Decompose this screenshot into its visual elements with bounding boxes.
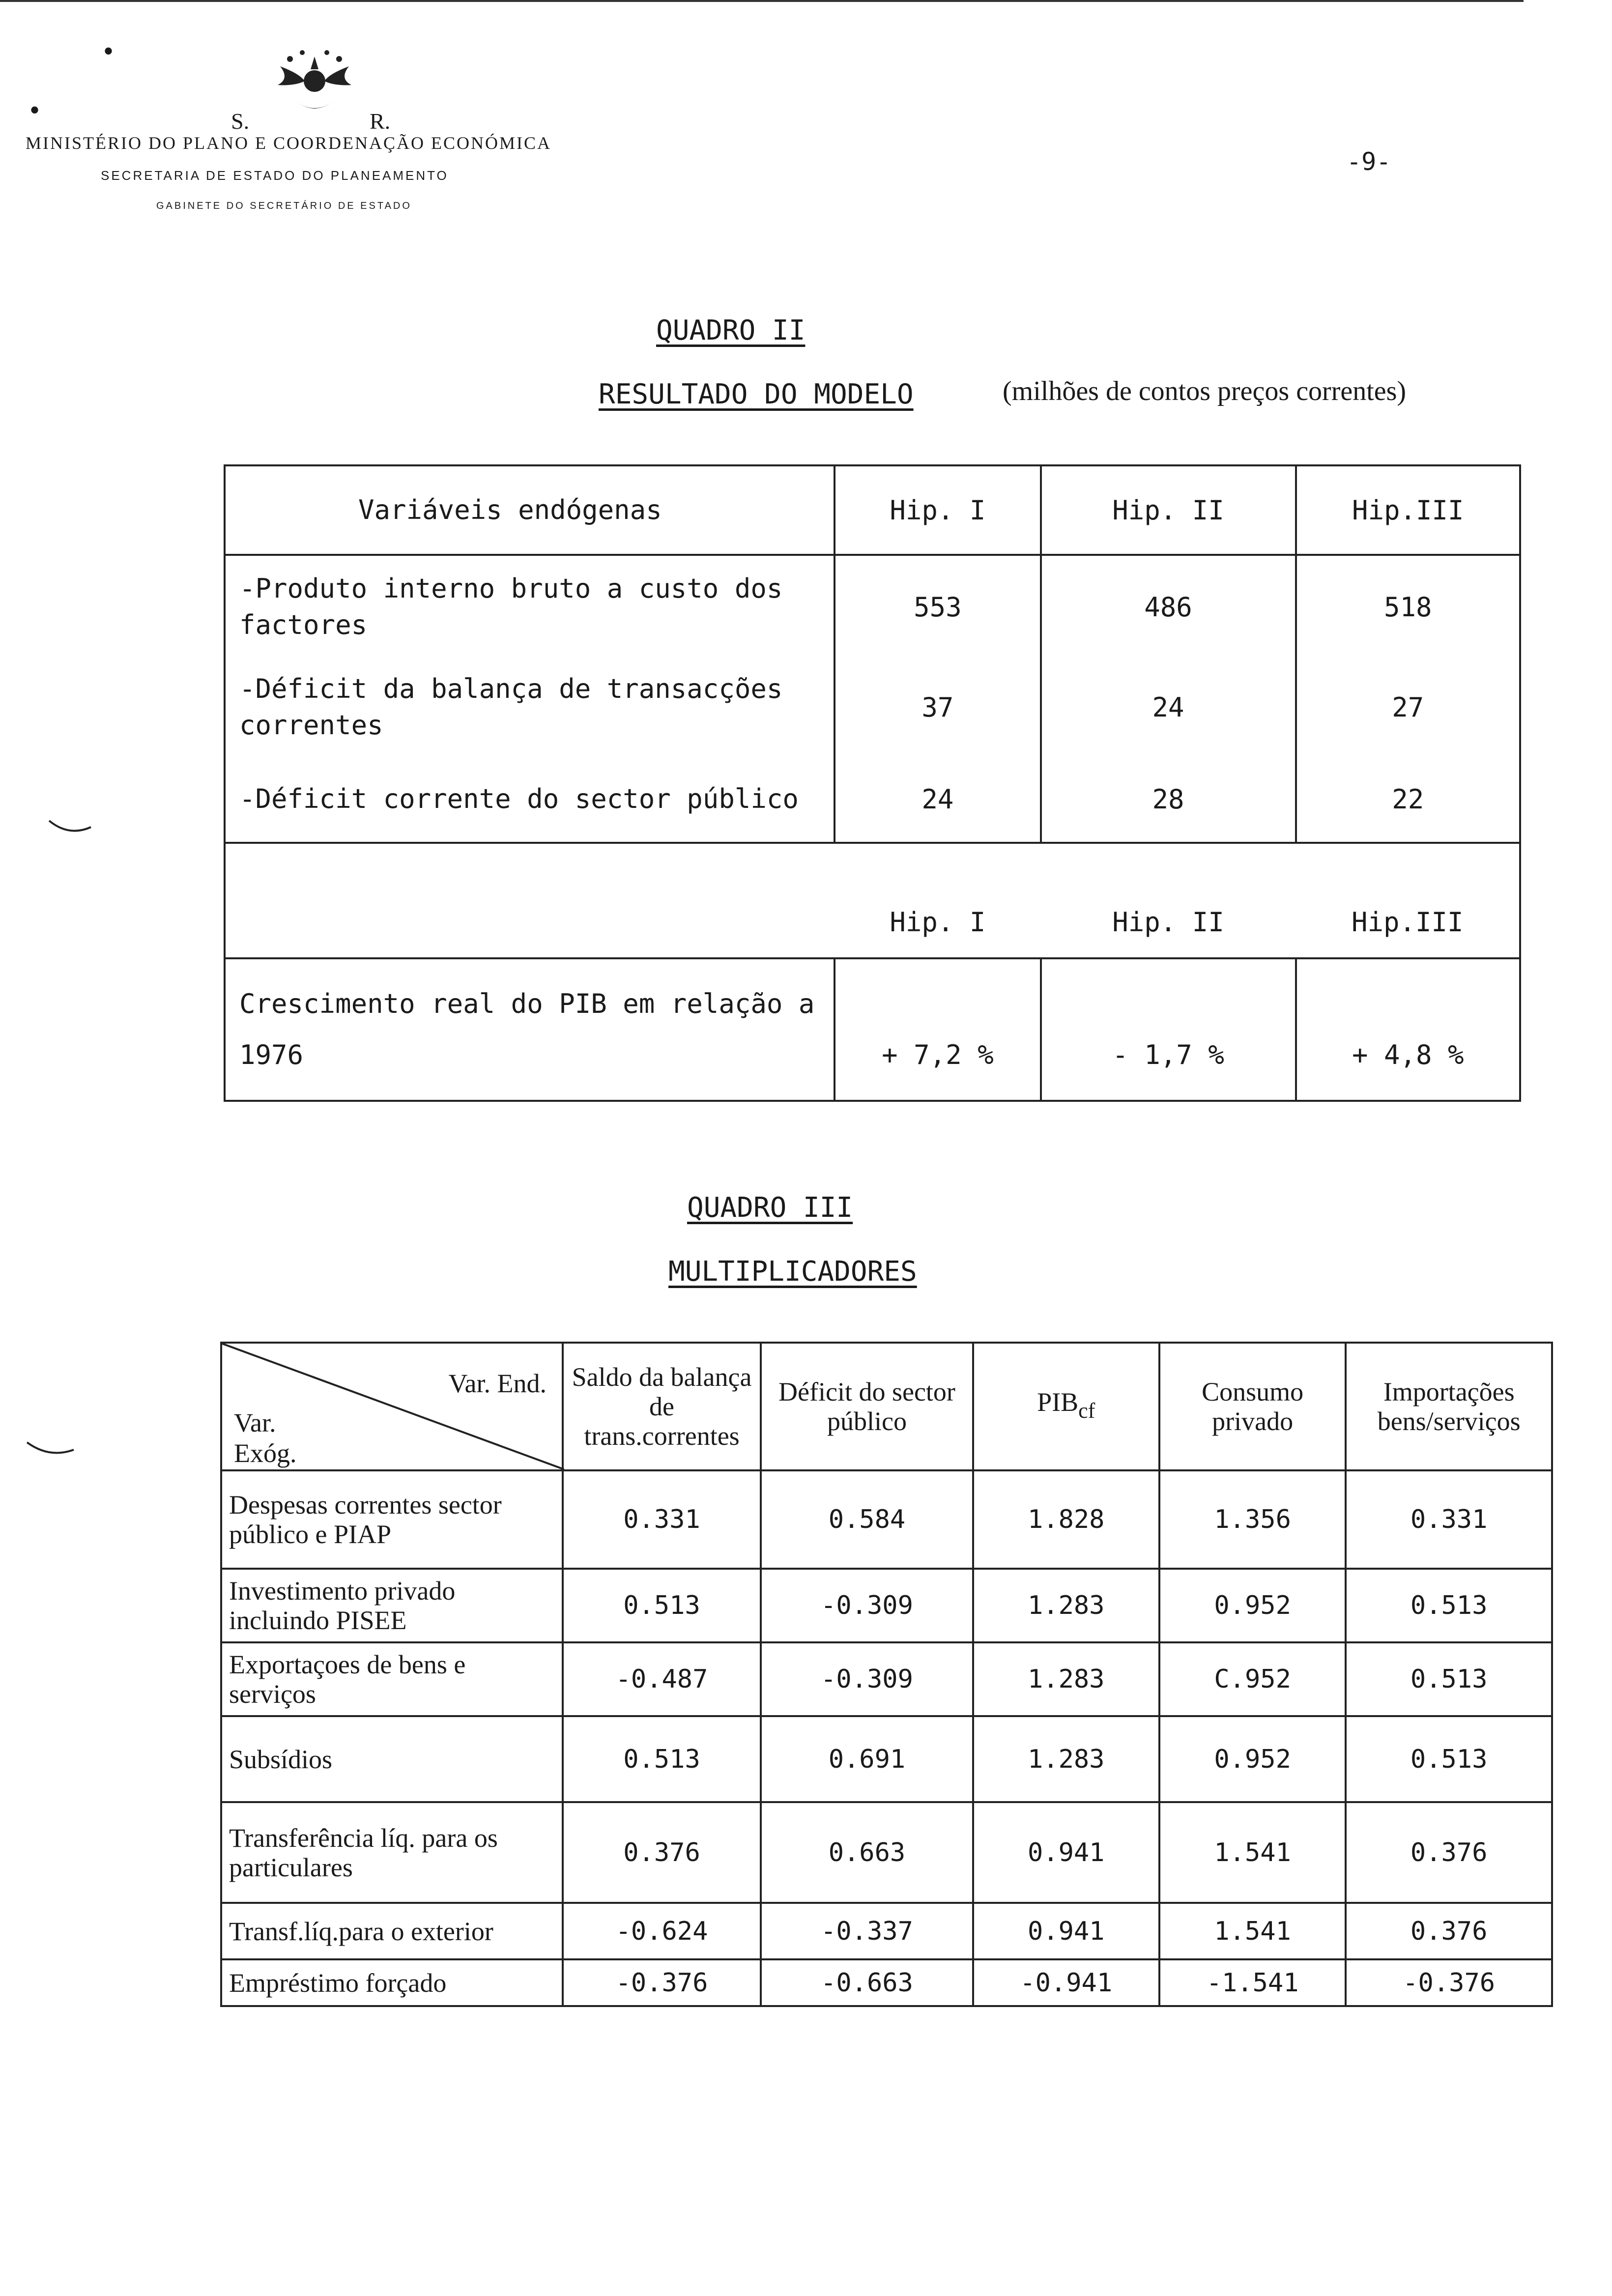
cell-value: 0.952 [1159,1569,1346,1642]
header-hip-2: Hip. II [1041,465,1296,555]
corner-cell [221,1343,563,1470]
margin-mark-icon [47,818,96,838]
cell-value: 24 [835,756,1040,843]
table-row [225,555,1520,658]
cell-value: 0.513 [563,1716,761,1802]
cell-value: 1.541 [1159,1903,1346,1959]
cell-value: -0.309 [761,1642,973,1716]
cell-value: 518 [1296,555,1520,658]
growth-header-hip-1: Hip. I [835,843,1040,958]
growth-value-hip-3: + 4,8 % [1296,958,1520,1101]
cell-value: 0.513 [1346,1569,1552,1642]
coat-of-arms-icon [265,47,364,125]
corner-end-label: Var. End. [448,1369,547,1398]
cell-value: 1.356 [1159,1470,1346,1569]
quadro2-units: (milhões de contos preços correntes) [1003,376,1407,406]
cell-value: -0.941 [973,1959,1159,2006]
cell-value: 28 [1041,756,1296,843]
col-header: Importações bens/serviços [1346,1343,1552,1470]
row-label: Empréstimo forçado [221,1959,563,2006]
growth-row [225,958,1520,1101]
cell-value: -0.663 [761,1959,973,2006]
margin-mark-icon [25,1440,79,1460]
seal-letter-right: R. [370,109,391,134]
cell-value: 553 [835,555,1040,658]
cell-value: 0.941 [973,1802,1159,1903]
growth-value-hip-2: - 1,7 % [1041,958,1296,1101]
growth-header-blank [225,843,835,958]
cell-value: 1.283 [973,1716,1159,1802]
stray-mark: • [29,94,40,126]
cell-value: 37 [835,658,1040,756]
cell-value: -0.376 [563,1959,761,2006]
cell-value: 0.331 [563,1470,761,1569]
seal-letter-left: S. [231,109,250,134]
cell-value: 1.828 [973,1470,1159,1569]
quadro2-title: QUADRO II [656,315,806,346]
cell-value: -0.624 [563,1903,761,1959]
table-row [221,1642,1552,1716]
quadro2-table [224,464,1521,1102]
col-header: Consumo privado [1159,1343,1346,1470]
header-hip-1: Hip. I [835,465,1040,555]
page-number: -9- [1347,147,1391,176]
gabinete-name: GABINETE DO SECRETÁRIO DE ESTADO [156,201,412,211]
cell-value: 0.663 [761,1802,973,1903]
cell-value: 1.541 [1159,1802,1346,1903]
growth-header-hip-3: Hip.III [1296,843,1520,958]
growth-header-hip-2: Hip. II [1041,843,1296,958]
row-label: -Déficit da balança de transacções correntes [225,658,835,756]
growth-label: Crescimento real do PIB em relação a 1976 [225,958,835,1101]
col-header-text: PIB [1037,1387,1079,1417]
cell-value: 0.513 [1346,1716,1552,1802]
cell-value: 1.283 [973,1569,1159,1642]
cell-value: 22 [1296,756,1520,843]
cell-value: 0.584 [761,1470,973,1569]
row-label: Investimento privado incluindo PISEE [221,1569,563,1642]
row-label: -Déficit corrente do sector público [225,756,835,843]
table-row [221,1959,1552,2006]
row-label: Transferência líq. para os particulares [221,1802,563,1903]
table-row [221,1470,1552,1569]
cell-value: 0.376 [1346,1802,1552,1903]
table-row [225,756,1520,843]
cell-value: -0.337 [761,1903,973,1959]
cell-value: 0.952 [1159,1716,1346,1802]
cell-value: 0.513 [563,1569,761,1642]
cell-value: 0.331 [1346,1470,1552,1569]
table-row [221,1569,1552,1642]
cell-value: 24 [1041,658,1296,756]
growth-value-hip-1: + 7,2 % [835,958,1040,1101]
quadro3-table [220,1342,1553,2007]
col-header: Saldo da balança de trans.correntes [563,1343,761,1470]
cell-value: C.952 [1159,1642,1346,1716]
cell-value: 0.941 [973,1903,1159,1959]
row-label: Despesas correntes sector público e PIAP [221,1470,563,1569]
row-label: Exportaçoes de bens e serviços [221,1642,563,1716]
table-header-row [221,1343,1552,1470]
seal [231,47,398,134]
cell-value: 27 [1296,658,1520,756]
cell-value: -0.376 [1346,1959,1552,2006]
cell-value: 0.513 [1346,1642,1552,1716]
row-label: -Produto interno bruto a custo dos factores [225,555,835,658]
col-header: Déficit do sector público [761,1343,973,1470]
row-label: Transf.líq.para o exterior [221,1903,563,1959]
cell-value: 0.376 [1346,1903,1552,1959]
row-label: Subsídios [221,1716,563,1802]
top-rule [0,0,1524,2]
growth-header-row [225,843,1520,958]
cell-value: 0.691 [761,1716,973,1802]
col-header-subscript: cf [1078,1399,1095,1423]
table-row [221,1802,1552,1903]
cell-value: 1.283 [973,1642,1159,1716]
cell-value: 486 [1041,555,1296,658]
cell-value: -1.541 [1159,1959,1346,2006]
table-row [225,658,1520,756]
table-row [221,1716,1552,1802]
cell-value: 0.376 [563,1802,761,1903]
cell-value: -0.487 [563,1642,761,1716]
secretaria-name: SECRETARIA DE ESTADO DO PLANEAMENTO [101,168,449,183]
cell-value: -0.309 [761,1569,973,1642]
corner-exog-label: Var. Exóg. [234,1408,297,1468]
table-header-row [225,465,1520,555]
col-header-pib [973,1343,1159,1470]
header-variables: Variáveis endógenas [225,465,835,555]
table-row [221,1903,1552,1959]
quadro3-subtitle: MULTIPLICADORES [668,1256,917,1288]
quadro2-subtitle: RESULTADO DO MODELO [599,378,914,410]
header-hip-3: Hip.III [1296,465,1520,555]
ministry-name: MINISTÉRIO DO PLANO E COORDENAÇÃO ECONÓMICA [26,133,551,153]
stray-mark: • [103,35,114,67]
quadro3-title: QUADRO III [687,1192,853,1224]
